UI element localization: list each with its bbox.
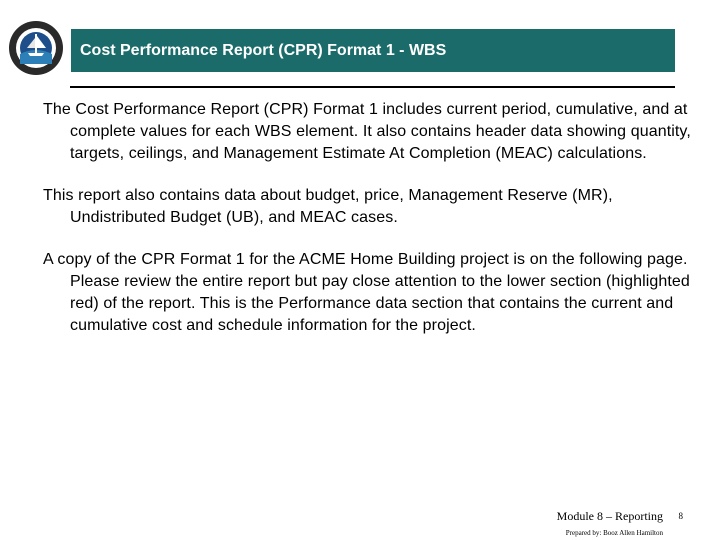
footer-module-label: Module 8 – Reporting xyxy=(556,509,663,523)
body-content xyxy=(43,99,693,357)
page-title: Cost Performance Report (CPR) Format 1 - WBS xyxy=(80,41,447,59)
paragraph-cpr-overview: The Cost Performance Report (CPR) Format 1 includes current period, cumulative, and at complete values for each WBS element. It also contains header data showing quantity, targets, ceilings, and Management Estimate At Completion (MEAC) calculations. xyxy=(43,101,691,162)
page-number: 8 xyxy=(678,511,683,521)
paragraph-report-data: This report also contains data about budget, price, Management Reserve (MR), Undistributed Budget (UB), and MEAC cases. xyxy=(43,187,613,226)
title-divider xyxy=(70,86,675,88)
booz-allen-hamilton-seal-icon xyxy=(8,20,64,76)
title-bar xyxy=(71,29,675,72)
paragraph-acme-copy: A copy of the CPR Format 1 for the ACME Home Building project is on the following page. Please review the entire report but pay close attention to the lower section (highlighted red) of the report. This is the Performance data section that contains the current and cumulative cost and schedule information for the project. xyxy=(43,251,690,334)
footer-prepared-by: Prepared by: Booz Allen Hamilton xyxy=(565,529,663,537)
